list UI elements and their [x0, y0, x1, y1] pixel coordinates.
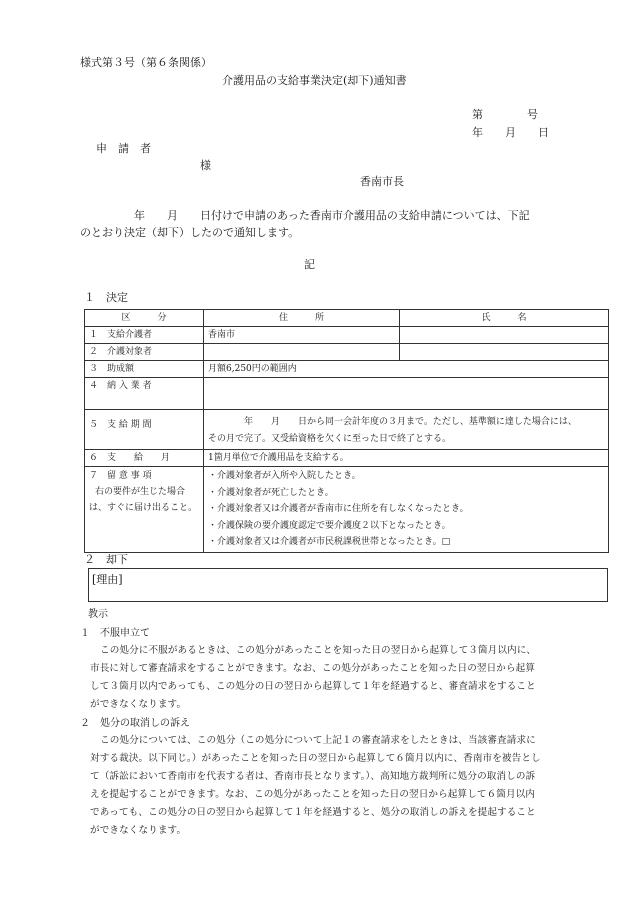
row-address: 香南市	[204, 327, 400, 344]
period-line-1: 年 月 日から同一会計年度の３月まで。ただし、基準額に達した場合には、	[244, 417, 577, 427]
decision-table	[84, 309, 609, 553]
reason-label: [理由]	[92, 573, 123, 586]
issuer: 香南市長	[360, 175, 404, 188]
table-row	[85, 450, 609, 467]
objection-line: して３箇月以内であっても、この処分の日の翌日から起算して１年を経過すると、審査請求をすること	[90, 681, 536, 692]
row-label: ４ 納 入 業 者	[85, 378, 204, 410]
notes-label-3: は、すぐに届け出ること。	[89, 503, 198, 513]
row-label: ６ 支 給 月	[85, 450, 204, 467]
note-item: ・介護対象者又は介護者が市民税課税世帯となったとき。□	[208, 537, 451, 547]
intro-line-1: 年 月 日付けで申請のあった香南市介護用品の支給申請については、下記	[134, 209, 530, 222]
row-value	[204, 410, 609, 450]
table-row	[85, 344, 609, 361]
revocation-body	[80, 732, 552, 840]
section1-title: １ 決定	[84, 291, 128, 304]
note-item: ・介護保険の要介護度認定で要介護度２以下となったとき。	[208, 520, 451, 531]
row-name	[400, 344, 609, 361]
row-value	[204, 467, 609, 553]
row-address	[204, 344, 400, 361]
table-row	[85, 378, 609, 410]
row-label: ５ 支 給 期 間	[85, 410, 204, 450]
table-row	[85, 327, 609, 344]
honorific: 様	[200, 159, 211, 172]
table-header-row	[85, 310, 609, 327]
notes-label-1: ７ 留 意 事 項	[89, 471, 152, 481]
header-address: 住 所	[204, 310, 400, 327]
revocation-line: えを提起することができます。なお、この処分があったことを知った日の翌日から起算して６箇月以内	[90, 789, 536, 800]
row-name	[400, 327, 609, 344]
revocation-line: 対する裁決。以下同じ。）があったことを知った日の翌日から起算して６箇月以内に、香南市を被告とし	[90, 753, 541, 764]
period-line-2: その月で完了。又受給資格を欠くに至った日で終了とする。	[208, 434, 452, 444]
note-item: ・介護対象者が入所や入院したとき。	[208, 471, 361, 481]
revocation-line: ができなくなります。	[90, 825, 187, 836]
row-value	[204, 378, 609, 410]
document-date: 年 月 日	[472, 126, 549, 139]
ki-heading: 記	[304, 258, 315, 271]
kyoji-heading: 教示	[88, 609, 108, 620]
intro-line-2: のとおり決定（却下）したので通知します。	[80, 226, 300, 239]
applicant-label: 申 請 者	[96, 142, 151, 155]
reason-box	[88, 568, 608, 602]
table-row	[85, 410, 609, 450]
row-label: １ 支給介護者	[85, 327, 204, 344]
form-number: 様式第３号（第６条関係）	[80, 56, 212, 69]
row-value: 1箇月単位で介護用品を支給する。	[204, 450, 609, 467]
revocation-line: であっても、この処分の日の翌日から起算して１年を経過すると、処分の取消しの訴えを提起すること	[90, 807, 536, 818]
revocation-line: て（訴訟において香南市を代表する者は、香南市長となります。）、高知地方裁判所に処分の取消しの訴	[90, 771, 536, 782]
header-category: 区 分	[85, 310, 204, 327]
row-value: 月額6,250円の範囲内	[204, 361, 609, 378]
section2-title: ２ 却下	[84, 553, 128, 566]
row-label: ３ 助成額	[85, 361, 204, 378]
note-item: ・介護対象者又は介護者が香南市に住所を有しなくなったとき。	[208, 504, 469, 514]
revocation-title: ２ 処分の取消しの訴え	[80, 718, 190, 729]
note-item: ・介護対象者が死亡したとき。	[208, 487, 334, 498]
objection-line: 市長に対して審査請求をすることができます。なお、この処分があったことを知った日の翌日から起算	[90, 663, 536, 674]
objection-line: ができなくなります。	[90, 699, 187, 710]
notes-label-2: 右の要件が生じた場合	[95, 487, 186, 497]
revocation-line: この処分については、この処分（この処分について上記１の審査請求をしたときは、当該審査請求に	[100, 735, 536, 746]
objection-body	[80, 642, 552, 714]
row-label: ２ 介護対象者	[85, 344, 204, 361]
table-row	[85, 361, 609, 378]
document-number: 第 号	[472, 108, 538, 121]
objection-line: この処分に不服があるときは、この処分があったことを知った日の翌日から起算して３箇月以内に、	[100, 645, 537, 656]
header-name: 氏 名	[400, 310, 609, 327]
document-title: 介護用品の支給事業決定(却下)通知書	[222, 74, 407, 87]
table-row	[85, 467, 609, 553]
objection-title: １ 不服申立て	[80, 628, 150, 639]
row-label	[85, 467, 204, 553]
